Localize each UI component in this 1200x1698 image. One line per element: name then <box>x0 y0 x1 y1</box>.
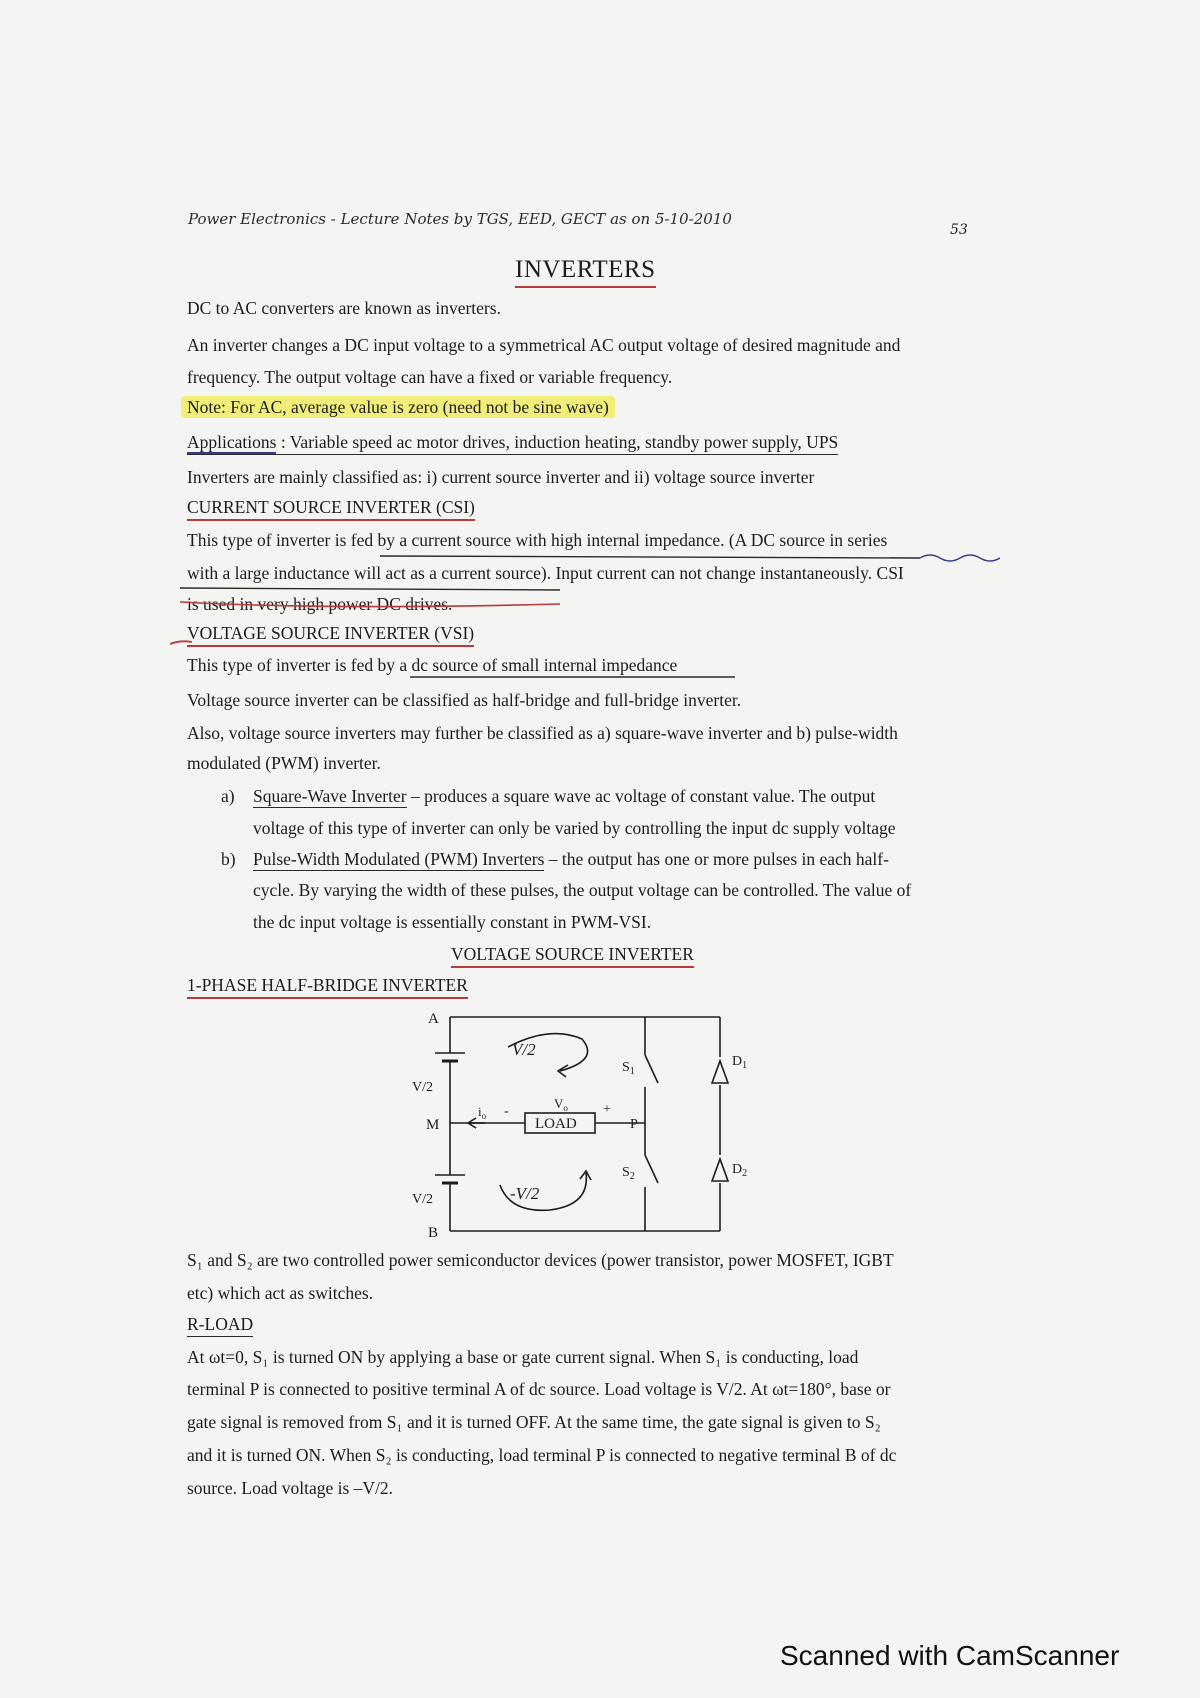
source-bottom-label: V/2 <box>412 1192 433 1207</box>
io-sub: o <box>481 1111 487 1121</box>
section-title: VOLTAGE SOURCE INVERTER <box>451 944 694 968</box>
half-bridge-heading: 1-PHASE HALF-BRIDGE INVERTER <box>187 975 468 999</box>
list-marker-a: a) <box>221 786 235 806</box>
vsi-line-2: Voltage source inverter can be classified as half-bridge and full-bridge inverter. <box>187 690 742 710</box>
csi-heading: CURRENT SOURCE INVERTER (CSI) <box>187 497 475 521</box>
csi-line-2: with a large inductance will act as a current source). Input current can not change instantaneously. CSI <box>187 563 904 583</box>
vsi-line-3: Also, voltage source inverters may further be classified as a) square-wave inverter and b) pulse-width <box>187 723 898 743</box>
half-bridge-circuit <box>400 1005 780 1245</box>
loop-top-label: V/2 <box>512 1040 536 1059</box>
s2-label <box>622 1165 635 1182</box>
vsi-underline-strokes <box>170 640 770 680</box>
classification-line: Inverters are mainly classified as: i) current source inverter and ii) voltage source inverter <box>187 467 815 487</box>
list-item-a-line-1 <box>253 786 875 807</box>
csi-line-3: is used in very high power DC drives. <box>187 594 453 614</box>
list-item-a-term: Square-Wave Inverter <box>253 786 407 806</box>
list-marker-b: b) <box>221 849 236 869</box>
page-header: Power Electronics - Lecture Notes by TGS, EED, GECT as on 5-10-2010 <box>188 210 732 228</box>
source-top-label: V/2 <box>412 1080 433 1095</box>
list-item-b-term: Pulse-Width Modulated (PWM) Inverters <box>253 849 545 869</box>
rload-line-3: gate signal is removed from S₁ and it is turned OFF. At the same time, the gate signal is given to S₂ <box>187 1412 881 1432</box>
vo-label <box>554 1096 568 1113</box>
node-a-label: A <box>428 1011 439 1027</box>
csi-line-1: This type of inverter is fed by a current source with high internal impedance. (A DC source in series <box>187 530 888 550</box>
s1-main: S <box>622 1060 630 1075</box>
list-item-a-text: – produces a square wave ac voltage of constant value. The output <box>406 786 876 806</box>
d2-main: D <box>732 1162 743 1177</box>
list-item-b-line-3: the dc input voltage is essentially constant in PWM-VSI. <box>253 912 652 932</box>
rload-line-5: source. Load voltage is –V/2. <box>187 1478 394 1498</box>
node-p-label: P <box>630 1117 638 1132</box>
rload-line-4: and it is turned ON. When S₂ is conducting, load terminal P is connected to negative terminal B of dc <box>187 1445 897 1465</box>
loop-bottom-label: -V/2 <box>510 1184 540 1203</box>
list-item-b-line-2: cycle. By varying the width of these pulses, the output voltage can be controlled. The value of <box>253 880 912 900</box>
note-highlight <box>181 397 615 418</box>
applications-text: : Variable speed ac motor drives, induction heating, standby power supply, UPS <box>276 432 839 452</box>
node-m-label: M <box>426 1117 440 1133</box>
rload-line-2: terminal P is connected to positive terminal A of dc source. Load voltage is V/2. At ωt=180°, base or <box>187 1379 891 1399</box>
load-plus-label: + <box>603 1102 611 1117</box>
vo-sub: o <box>563 1103 568 1113</box>
s1-sub: 1 <box>629 1066 635 1077</box>
vsi-line-4: modulated (PWM) inverter. <box>187 753 381 773</box>
vsi-line-1: This type of inverter is fed by a dc source of small internal impedance <box>187 655 678 675</box>
rload-heading: R-LOAD <box>187 1314 253 1337</box>
vo-main: V <box>554 1096 564 1111</box>
list-item-b-text: – the output has one or more pulses in each half- <box>544 849 889 869</box>
d2-label <box>732 1162 747 1179</box>
list-item-a-line-2: voltage of this type of inverter can only be varied by controlling the input dc supply voltage <box>253 818 896 838</box>
note-text: Note: For AC, average value is zero (need not be sine wave) <box>181 396 615 418</box>
list-item-b-line-1 <box>253 849 889 870</box>
applications-label: Applications <box>187 432 277 452</box>
devices-line-2: etc) which act as switches. <box>187 1283 374 1303</box>
csi-underline-strokes <box>180 518 1000 608</box>
vsi-heading: VOLTAGE SOURCE INVERTER (VSI) <box>187 623 474 647</box>
d1-sub: 1 <box>742 1060 748 1071</box>
io-main: i <box>478 1104 482 1119</box>
d2-sub: 2 <box>742 1168 748 1179</box>
load-label: LOAD <box>535 1116 577 1132</box>
load-minus-label: - <box>504 1104 509 1119</box>
intro-line-2: An inverter changes a DC input voltage to a symmetrical AC output voltage of desired magnitude and <box>187 335 901 355</box>
s1-label <box>622 1060 635 1077</box>
scanner-watermark: Scanned with CamScanner <box>780 1640 1120 1671</box>
d1-label <box>732 1054 747 1071</box>
devices-line-1: S₁ and S₂ are two controlled power semiconductor devices (power transistor, power MOSFET, IGBT <box>187 1250 894 1270</box>
rload-line-1: At ωt=0, S₁ is turned ON by applying a base or gate current signal. When S₁ is conducting, load <box>187 1347 859 1367</box>
s2-sub: 2 <box>629 1171 635 1182</box>
intro-line-1: DC to AC converters are known as inverters. <box>187 298 501 318</box>
page-title: INVERTERS <box>515 256 656 288</box>
intro-line-3: frequency. The output voltage can have a fixed or variable frequency. <box>187 367 673 387</box>
page-number: 53 <box>950 222 968 238</box>
s2-main: S <box>622 1165 630 1180</box>
io-label <box>478 1104 487 1121</box>
node-b-label: B <box>428 1225 439 1241</box>
applications-line <box>187 432 838 455</box>
d1-main: D <box>732 1054 743 1069</box>
